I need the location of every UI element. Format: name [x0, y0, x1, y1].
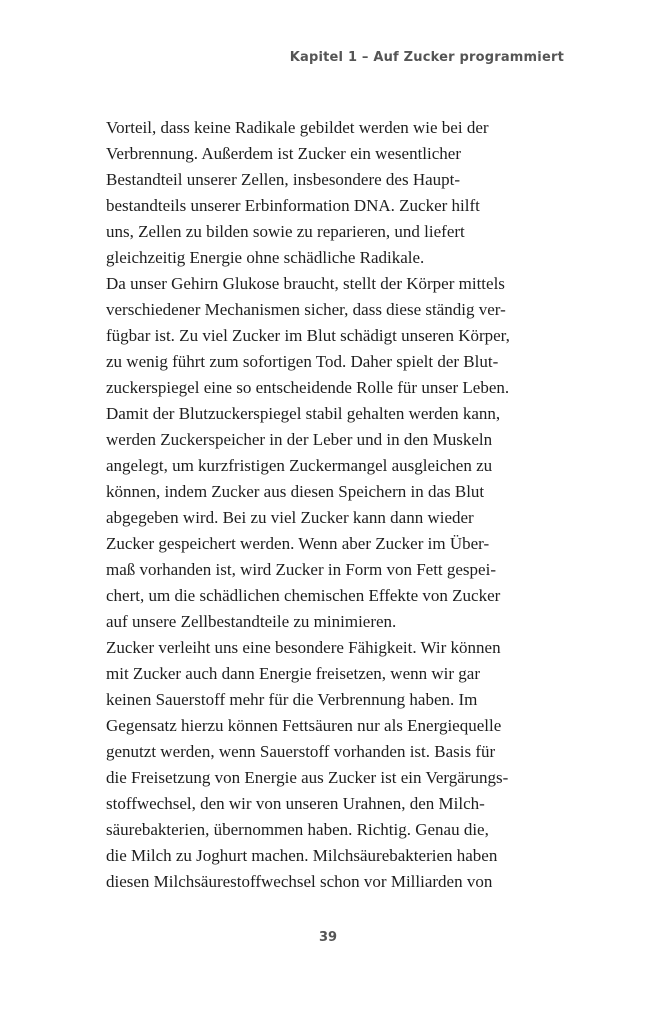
text-line: Vorteil, dass keine Radikale gebildet werden wie bei der: [106, 118, 489, 137]
text-line: keinen Sauerstoff mehr für die Verbrennung haben. Im: [106, 690, 478, 709]
text-line: die Milch zu Joghurt machen. Milchsäurebakterien haben: [106, 846, 498, 865]
text-line: Verbrennung. Außerdem ist Zucker ein wesentlicher: [106, 144, 461, 163]
text-line: fügbar ist. Zu viel Zucker im Blut schädigt unseren Körper,: [106, 326, 510, 345]
text-line: gleichzeitig Energie ohne schädliche Radikale.: [106, 248, 425, 267]
text-line: mit Zucker auch dann Energie freisetzen, wenn wir gar: [106, 664, 480, 683]
text-line: angelegt, um kurzfristigen Zuckermangel ausgleichen zu: [106, 456, 493, 475]
text-line: zu wenig führt zum sofortigen Tod. Daher spielt der Blut-: [106, 352, 499, 371]
text-line: abgegeben wird. Bei zu viel Zucker kann dann wieder: [106, 508, 474, 527]
text-line: die Freisetzung von Energie aus Zucker ist ein Vergärungs-: [106, 768, 509, 787]
text-line: säurebakterien, übernommen haben. Richtig. Genau die,: [106, 820, 489, 839]
text-line: Zucker gespeichert werden. Wenn aber Zucker im Über-: [106, 534, 490, 553]
body-text: [106, 115, 566, 895]
page-number: 39: [318, 930, 338, 945]
text-line: Da unser Gehirn Glukose braucht, stellt der Körper mittels: [106, 274, 505, 293]
text-line: uns, Zellen zu bilden sowie zu reparieren, und liefert: [106, 222, 465, 241]
text-line: Bestandteil unserer Zellen, insbesondere des Haupt-: [106, 170, 461, 189]
text-line: stoffwechsel, den wir von unseren Urahnen, den Milch-: [106, 794, 485, 813]
text-line: können, indem Zucker aus diesen Speichern in das Blut: [106, 482, 485, 501]
text-line: genutzt werden, wenn Sauerstoff vorhanden ist. Basis für: [106, 742, 496, 761]
text-line: chert, um die schädlichen chemischen Effekte von Zucker: [106, 586, 501, 605]
text-line: auf unsere Zellbestandteile zu minimieren.: [106, 612, 397, 631]
text-line: verschiedener Mechanismen sicher, dass diese ständig ver-: [106, 300, 506, 319]
running-header: Kapitel 1 – Auf Zucker programmiert: [289, 50, 564, 65]
text-line: zuckerspiegel eine so entscheidende Rolle für unser Leben.: [106, 378, 510, 397]
text-line: Damit der Blutzuckerspiegel stabil gehalten werden kann,: [106, 404, 501, 423]
text-line: bestandteils unserer Erbinformation DNA. Zucker hilft: [106, 196, 480, 215]
text-line: Zucker verleiht uns eine besondere Fähigkeit. Wir können: [106, 638, 501, 657]
text-line: diesen Milchsäurestoffwechsel schon vor Milliarden von: [106, 872, 493, 891]
text-line: maß vorhanden ist, wird Zucker in Form von Fett gespei-: [106, 560, 496, 579]
text-line: werden Zuckerspeicher in der Leber und in den Muskeln: [106, 430, 493, 449]
text-line: Gegensatz hierzu können Fettsäuren nur als Energiequelle: [106, 716, 502, 735]
